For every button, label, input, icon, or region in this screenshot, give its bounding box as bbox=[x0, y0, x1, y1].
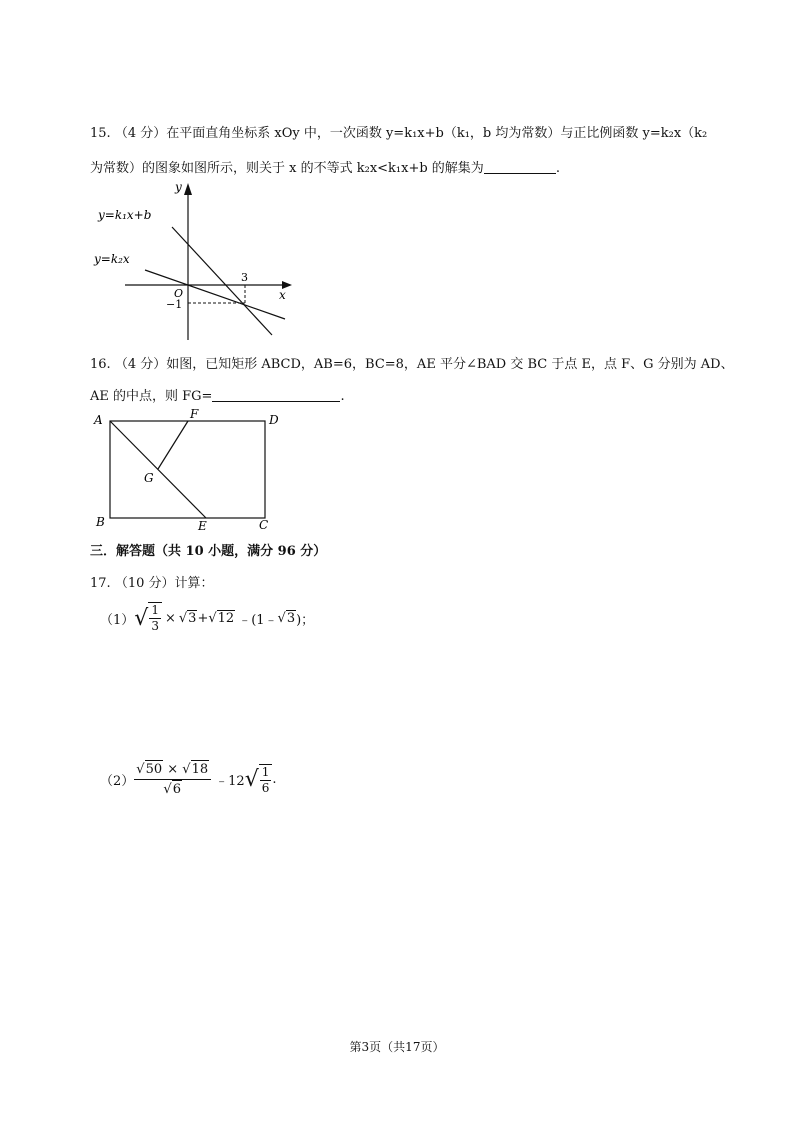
y-axis-label: y bbox=[175, 180, 182, 194]
y-axis-arrow bbox=[184, 183, 192, 195]
line-k2x bbox=[145, 270, 285, 319]
q15-graph bbox=[90, 175, 310, 345]
part1-close: )； bbox=[296, 612, 315, 628]
vertex-label-b: B bbox=[96, 515, 105, 529]
sqrt-3: √3 bbox=[178, 611, 197, 626]
sqrt-3b: √3 bbox=[277, 611, 296, 626]
sqrt-one-third: √ $\frac{1}{3}$ bbox=[134, 602, 162, 634]
part2-denominator: √6 bbox=[163, 782, 181, 797]
q15-text-line1: 在平面直角坐标系 xOy 中，一次函数 y=k₁x+b（k₁，b 均为常数）与正比例函数 y=k₂x（k₂ bbox=[166, 126, 708, 141]
q16-number: 16. bbox=[90, 357, 111, 372]
point-label-e: E bbox=[198, 519, 207, 533]
q15-answer-blank bbox=[484, 161, 556, 174]
q17-part2-expression bbox=[100, 760, 277, 799]
part2-numerator: √50 × √18 bbox=[134, 760, 211, 780]
line2-label: y=k₂x bbox=[94, 252, 130, 266]
origin-label: O bbox=[174, 287, 184, 300]
point-label-g: G bbox=[144, 471, 154, 485]
q15-number: 15. bbox=[90, 126, 111, 141]
segment-fg bbox=[158, 421, 188, 469]
q15-score: （4 分） bbox=[114, 126, 167, 141]
sqrt-one-sixth: √ $\frac{1}{6}$ bbox=[245, 764, 273, 796]
vertex-label-d: D bbox=[269, 413, 279, 427]
q17-score: （10 分） bbox=[114, 576, 175, 591]
tick-label-neg1: −1 bbox=[166, 298, 183, 311]
tick-label-3: 3 bbox=[241, 271, 248, 284]
q16-answer-blank bbox=[212, 389, 340, 402]
vertex-label-a: A bbox=[94, 413, 103, 427]
page-footer: 第3页（共17页） bbox=[349, 1040, 445, 1054]
rectangle-abcd bbox=[110, 421, 265, 518]
part2-minus-12: ﹣12 bbox=[215, 774, 245, 789]
q16-stem-line1 bbox=[90, 353, 734, 372]
part1-plus: + bbox=[197, 610, 209, 626]
section-3-heading: 三．解答题（共 10 小题，满分 96 分） bbox=[90, 544, 327, 559]
sqrt-12: √12 bbox=[208, 611, 235, 626]
part2-label: （2） bbox=[100, 774, 135, 789]
part1-frac-den: 3 bbox=[151, 619, 159, 633]
q16-text-line2: AE 的中点，则 FG= bbox=[90, 389, 213, 404]
q16-rectangle-figure bbox=[88, 404, 288, 534]
part1-label: （1） bbox=[100, 612, 135, 628]
part1-minus-paren: ﹣(1﹣ bbox=[238, 612, 278, 628]
segment-ae bbox=[110, 421, 206, 518]
q15-period: . bbox=[555, 161, 560, 176]
q16-period: . bbox=[340, 389, 345, 404]
vertex-label-c: C bbox=[259, 518, 269, 532]
q15-stem-line2 bbox=[90, 157, 560, 176]
part1-times: × bbox=[164, 610, 176, 626]
q17-stem bbox=[90, 572, 214, 591]
part2-big-fraction bbox=[134, 760, 211, 799]
q16-stem-line2 bbox=[90, 385, 345, 404]
point-label-f: F bbox=[190, 407, 199, 421]
q17-text: 计算： bbox=[174, 576, 214, 591]
line1-label: y=k₁x+b bbox=[98, 208, 152, 222]
part2-end: . bbox=[272, 772, 277, 787]
part1-frac-num: 1 bbox=[151, 603, 159, 617]
q15-stem-line1 bbox=[90, 122, 707, 141]
line-k1x-plus-b bbox=[172, 227, 272, 335]
q17-number: 17. bbox=[90, 576, 111, 591]
q17-part1-expression bbox=[100, 602, 314, 634]
x-axis-label: x bbox=[279, 288, 286, 302]
q16-text-line1: 如图，已知矩形 ABCD，AB=6，BC=8，AE 平分∠BAD 交 BC 于点 E，点 F、G 分别为 AD、 bbox=[166, 357, 734, 372]
q16-score: （4 分） bbox=[114, 357, 167, 372]
q15-text-line2: 为常数）的图象如图所示，则关于 x 的不等式 k₂x<k₁x+b 的解集为 bbox=[90, 161, 484, 176]
